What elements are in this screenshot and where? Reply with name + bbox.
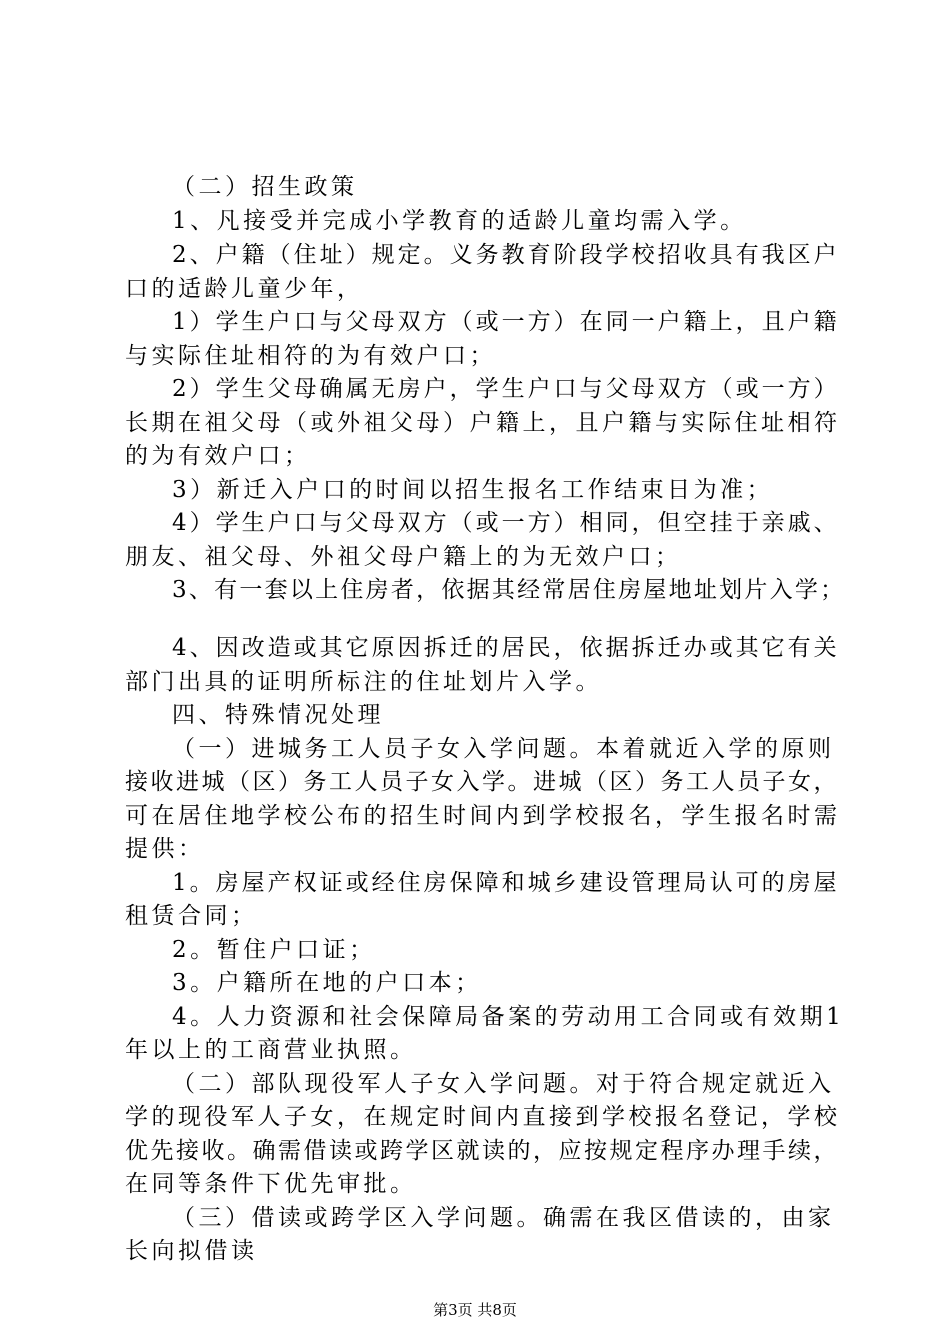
paragraph-line: 3、有一套以上住房者，依据其经常居住房屋地址划片入学； <box>172 577 846 603</box>
paragraph-line: 2、户籍（住址）规定。义务教育阶段学校招收具有我区户 <box>172 242 840 268</box>
paragraph-line: 学的现役军人子女，在规定时间内直接到学校报名登记，学校 <box>125 1104 841 1130</box>
paragraph-line: 2）学生父母确属无房户，学生户口与父母双方（或一方） <box>172 376 840 402</box>
paragraph-line: 2。暂住户口证； <box>172 937 376 963</box>
paragraph-line: 朋友、祖父母、外祖父母户籍上的为无效户口； <box>125 544 682 570</box>
paragraph-line: 提供： <box>125 836 205 862</box>
paragraph-line: 3）新迁入户口的时间以招生报名工作结束日为准； <box>172 477 774 503</box>
paragraph-line: 年以上的工商营业执照。 <box>125 1037 417 1063</box>
page-footer: 第3页 共8页 <box>433 1301 517 1319</box>
paragraph-line: 1。房屋产权证或经住房保障和城乡建设管理局认可的房屋 <box>172 870 840 896</box>
paragraph-line: 长期在祖父母（或外祖父母）户籍上，且户籍与实际住址相符 <box>125 410 841 436</box>
section-heading: 四、特殊情况处理 <box>172 702 384 728</box>
paragraph-line: 在同等条件下优先审批。 <box>125 1171 417 1197</box>
paragraph-line: 4、因改造或其它原因拆迁的居民，依据拆迁办或其它有关 <box>172 635 840 661</box>
paragraph-line: （三）借读或跨学区入学问题。确需在我区借读的，由家 <box>172 1205 835 1231</box>
paragraph-line: 口的适龄儿童少年， <box>125 276 364 302</box>
paragraph-line: 1）学生户口与父母双方（或一方）在同一户籍上，且户籍 <box>172 309 840 335</box>
paragraph-line: 接收进城（区）务工人员子女入学。进城（区）务工人员子女， <box>125 769 839 795</box>
paragraph-line: 可在居住地学校公布的招生时间内到学校报名，学生报名时需 <box>125 803 841 829</box>
paragraph-line: 租赁合同； <box>125 903 258 929</box>
paragraph-line: 优先接收。确需借读或跨学区就读的，应按规定程序办理手续， <box>125 1138 839 1164</box>
paragraph-line: 4。人力资源和社会保障局备案的劳动用工合同或有效期1 <box>172 1004 845 1030</box>
section-heading: （二）招生政策 <box>172 174 358 200</box>
paragraph-line: 1、凡接受并完成小学教育的适龄儿童均需入学。 <box>172 208 747 234</box>
paragraph-line: （二）部队现役军人子女入学问题。对于符合规定就近入 <box>172 1071 835 1097</box>
paragraph-line: 与实际住址相符的为有效户口； <box>125 343 496 369</box>
paragraph-line: （一）进城务工人员子女入学问题。本着就近入学的原则 <box>172 736 835 762</box>
paragraph-line: 4）学生户口与父母双方（或一方）相同，但空挂于亲戚、 <box>172 510 840 536</box>
paragraph-line: 的为有效户口； <box>125 443 311 469</box>
paragraph-line: 长向拟借读 <box>125 1238 258 1264</box>
paragraph-line: 3。户籍所在地的户口本； <box>172 970 482 996</box>
paragraph-line: 部门出具的证明所标注的住址划片入学。 <box>125 669 602 695</box>
